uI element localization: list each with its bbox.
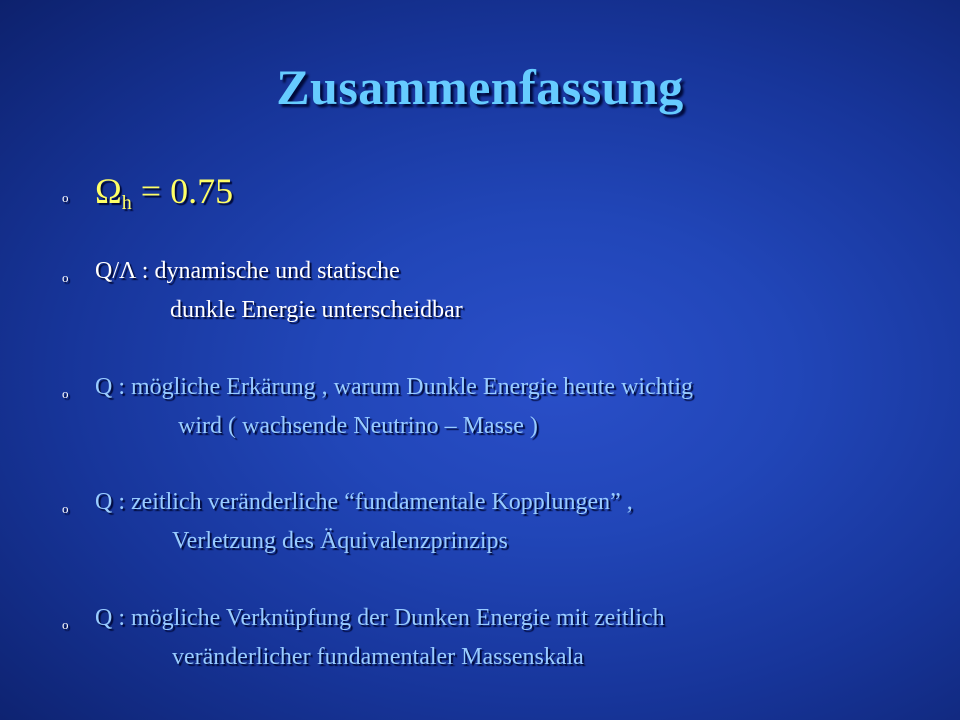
bullet-icon: o	[62, 386, 69, 401]
item-line-1: Q : zeitlich veränderliche “fundamentale Kopplungen” ,	[95, 489, 633, 515]
bullet-icon: o	[62, 190, 69, 205]
omega-value: = 0.75	[131, 171, 234, 211]
omega-line	[95, 170, 233, 215]
omega-subscript: h	[121, 192, 132, 214]
omega-symbol: Ω	[95, 171, 122, 211]
item-line-2: Verletzung des Äquivalenzprinzips	[172, 528, 508, 554]
item-line-2: dunkle Energie unterscheidbar	[170, 297, 463, 323]
item-line-1: Q : mögliche Erkärung , warum Dunkle Energie heute wichtig	[95, 374, 694, 400]
item-line-2: wird ( wachsende Neutrino – Masse )	[178, 413, 538, 439]
bullet-icon: o	[62, 501, 69, 516]
item-line-2: veränderlicher fundamentaler Massenskala	[172, 644, 584, 670]
item-line-1: Q/Λ : dynamische und statische	[95, 258, 400, 284]
bullet-icon: o	[62, 270, 69, 285]
item-line-1: Q : mögliche Verknüpfung der Dunken Energie mit zeitlich	[95, 605, 665, 631]
slide-title: Zusammenfassung	[276, 59, 684, 115]
bullet-icon: o	[62, 617, 69, 632]
